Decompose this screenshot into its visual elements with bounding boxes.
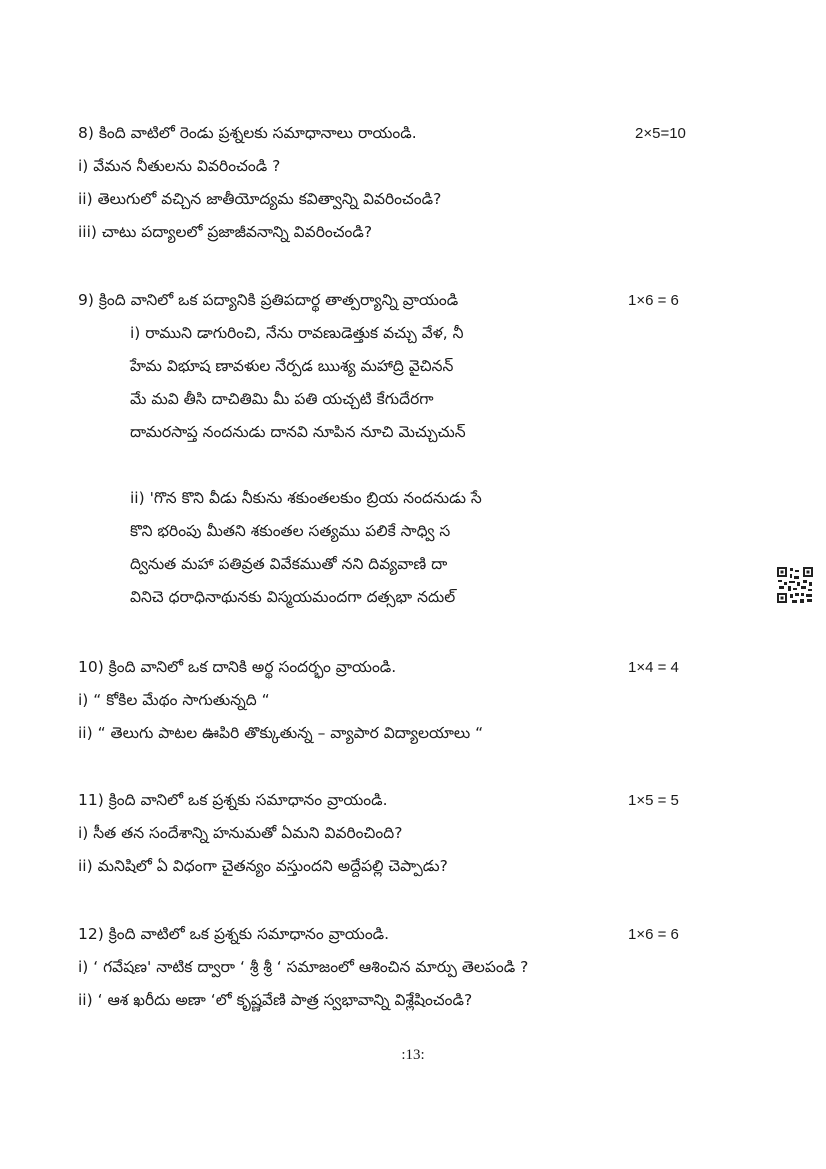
question-10 [78, 651, 718, 750]
sub-question: ii) ‘ ఆశ ఖరీదు అణా ‘లో కృష్ణవేణి పాత్ర స్వభావాన్ని విశ్లేషించండి? [78, 991, 473, 1009]
poem-line: మే మవి తీసి దాచితిమి మీ పతి యచ్చటి కేగుదేరగా [130, 390, 434, 408]
poem-line: కొని భరింపు మీతని శకుంతల సత్యము పలికే సాధ్వి స [130, 522, 451, 540]
qr-code-icon [776, 566, 814, 604]
poem-line: వినిచె ధరాధినాథునకు విస్మయమందగా దత్సభా నదుల్ [130, 588, 456, 606]
sub-question: i) సీత తన సందేశాన్ని హనుమతో ఏమని వివరించింది? [78, 824, 403, 842]
question-11 [78, 784, 718, 883]
sub-question: iii) చాటు పద్యాలలో ప్రజాజీవనాన్ని వివరించండి? [78, 223, 373, 241]
question-marks: 1×6 = 6 [628, 926, 679, 943]
poem-line: దామరసాప్త నందనుడు దానవి నూపిన నూచి మెచ్చుచున్ [130, 423, 466, 441]
poem-line: ద్వినుత మహా పతివ్రత వివేకముతో నని దివ్యవాణి దా [130, 555, 448, 573]
poem-line: ii) 'గొన కొని వీడు నీకును శకుంతలకుం బ్రియ నందనుడు సే [130, 489, 482, 507]
question-title: 12) క్రింది వాటిలో ఒక ప్రశ్నకు సమాధానం వ్రాయండి. [78, 925, 390, 943]
sub-question: ii) మనిషిలో ఏ విధంగా చైతన్యం వస్తుందని అద్దేపల్లి చెప్పాడు? [78, 857, 448, 875]
poem-line: i) రాముని డాగురించి, నేను రావణుడెత్తుక వచ్చు వేళ, నీ [130, 324, 464, 342]
question-marks: 1×4 = 4 [628, 659, 679, 676]
poem-line: హేమ విభూష ణావళుల నేర్పడ ఋశ్య మహాద్రి వైచినన్ [130, 357, 454, 375]
question-12 [78, 918, 718, 1017]
sub-question: ii) “ తెలుగు పాటల ఊపిరి తొక్కుతున్న – వ్యాపార విద్యాలయాలు “ [78, 724, 484, 742]
question-marks: 1×5 = 5 [628, 792, 679, 809]
question-9 [78, 284, 718, 614]
question-title: 9) క్రింది వానిలో ఒక పద్యానికి ప్రతిపదార్థ తాత్పర్యాన్ని వ్రాయండి [78, 291, 459, 309]
question-title: 10) క్రింది వానిలో ఒక దానికి అర్థ సందర్భం వ్రాయండి. [78, 658, 397, 676]
sub-question: ii) తెలుగులో వచ్చిన జాతీయోద్యమ కవిత్వాన్ని వివరించండి? [78, 190, 442, 208]
page-number: :13: [401, 1047, 425, 1063]
question-marks: 2×5=10 [635, 125, 686, 142]
question-title: 8) కింది వాటిలో రెండు ప్రశ్నలకు సమాధానాలు రాయండి. [78, 124, 417, 142]
sub-question: i) ‘ గవేషణ' నాటిక ద్వారా ‘ శ్రీ శ్రీ ‘ సమాజంలో ఆశించిన మార్పు తెలపండి ? [78, 958, 529, 976]
sub-question: i) వేమన నీతులను వివరించండి ? [78, 157, 281, 175]
question-marks: 1×6 = 6 [628, 292, 679, 309]
sub-question: i) “ కోకిల మేథం సాగుతున్నది “ [78, 691, 270, 709]
question-title: 11) క్రింది వానిలో ఒక ప్రశ్నకు సమాధానం వ్రాయండి. [78, 791, 388, 809]
question-8 [78, 117, 718, 249]
